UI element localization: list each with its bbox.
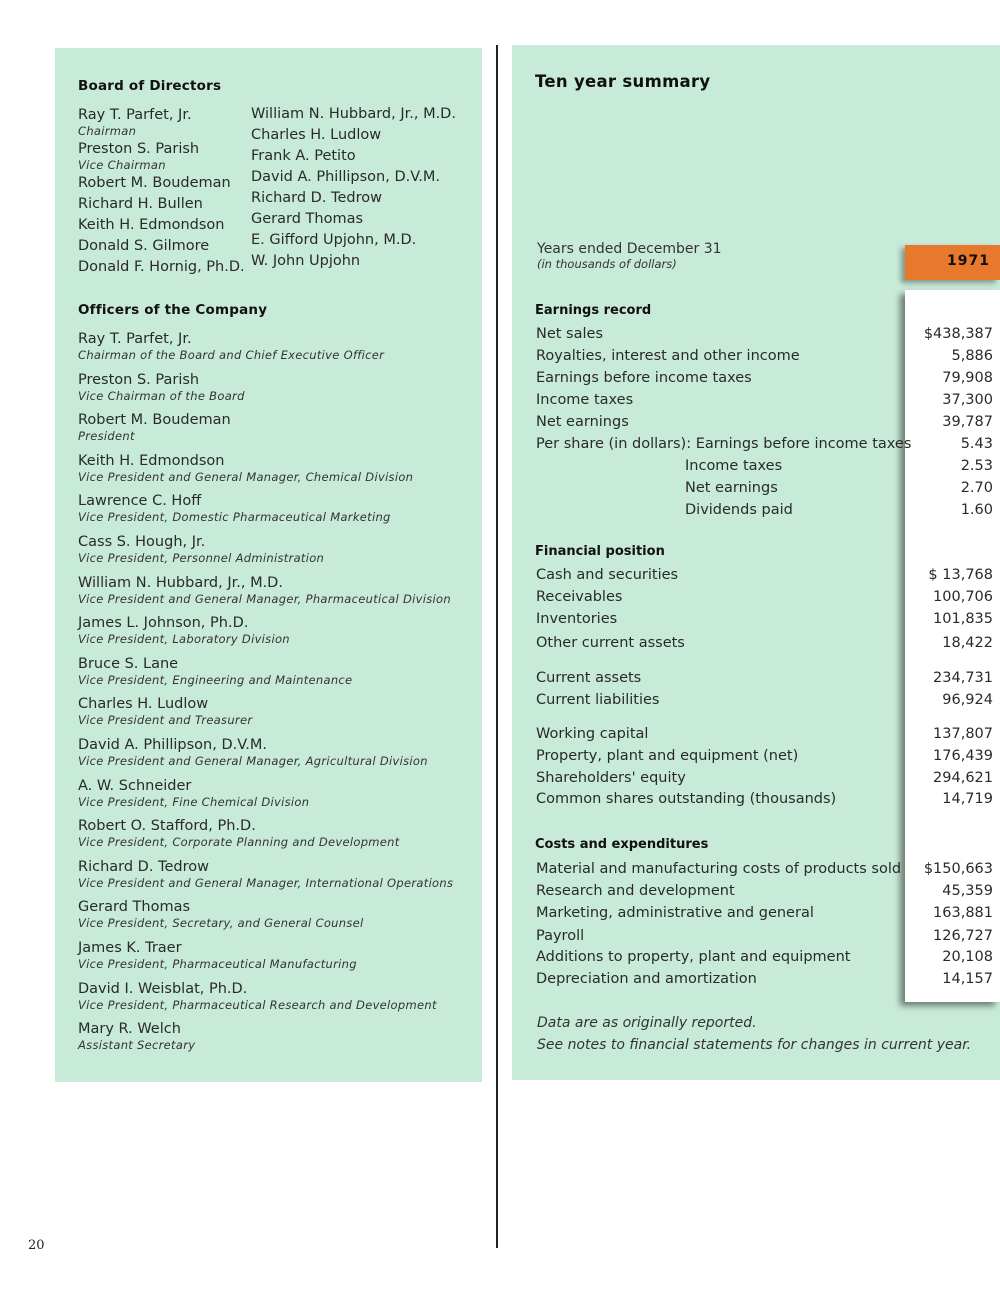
board-member [251,211,456,228]
board-member [251,232,456,249]
row-value: 137,807 [933,726,993,742]
officer [78,412,453,453]
member-name: Donald S. Gilmore [78,238,210,254]
officer-name: James L. Johnson, Ph.D. [78,615,249,632]
officer-title: President [78,429,135,444]
officer [78,331,453,372]
table-row [536,635,993,657]
years-label: Years ended December 31 [537,241,722,257]
row-value: 2.70 [960,480,993,496]
board-member [251,106,456,123]
officer-title: Vice President, Secretary, and General Counsel [78,916,364,931]
row-label: Other current assets [536,635,685,651]
table-row [536,414,993,436]
row-value: 5.43 [960,436,993,452]
row-label: Current liabilities [536,692,660,708]
officer-name: Bruce S. Lane [78,655,179,672]
section-heading: Costs and expenditures [535,837,709,852]
table-row [536,567,993,589]
row-value: 20,108 [942,949,993,965]
table-row [536,392,993,414]
member-name: Frank A. Petito [251,148,356,164]
member-name: Robert M. Boudeman [78,175,231,191]
board-column-1 [78,107,245,280]
officer-title: Vice President, Fine Chemical Division [78,794,310,809]
row-label: Research and development [536,883,735,899]
member-name: W. John Upjohn [251,253,361,269]
officer-name: Charles H. Ludlow [78,696,209,713]
row-label: Royalties, interest and other income [536,348,800,364]
row-value: 37,300 [942,392,993,408]
row-value: 126,727 [933,928,993,944]
officer-name: Lawrence C. Hoff [78,493,202,510]
row-label: Inventories [536,611,618,627]
row-label: Earnings before income taxes [536,370,752,386]
officer-name: James K. Traer [78,939,182,956]
officer-name: Keith H. Edmondson [78,452,225,469]
note: See notes to financial statements for changes in current year. [537,1037,972,1053]
table-row [536,436,993,458]
notes [537,1012,971,1056]
table-row [536,928,993,950]
officer [78,818,453,859]
table-row [536,692,993,714]
table-row [536,370,993,392]
row-label: Receivables [536,589,623,605]
officer-title: Vice President and General Manager, Chemical Division [78,469,414,484]
officer [78,778,453,819]
board-member [78,238,245,255]
board-member [251,253,456,270]
table-row [536,905,993,927]
member-name: Charles H. Ludlow [251,127,382,143]
row-label: Property, plant and equipment (net) [536,748,799,764]
row-value: $150,663 [923,861,993,877]
member-name: Keith H. Edmondson [78,217,225,233]
table-row [536,458,993,480]
row-value: 96,924 [942,692,993,708]
officer-title: Vice President and General Manager, International Operations [78,875,454,890]
board-member [251,127,456,144]
row-label: Common shares outstanding (thousands) [536,791,837,807]
officer-title: Vice President, Domestic Pharmaceutical Marketing [78,510,391,525]
row-value: 18,422 [942,635,993,651]
member-name: E. Gifford Upjohn, M.D. [251,232,417,248]
officer-title: Vice President, Engineering and Maintenance [78,672,353,687]
member-name: Preston S. Parish [78,141,200,157]
row-label: Depreciation and amortization [536,971,757,987]
row-label: Net earnings [685,480,778,496]
board-member [251,169,456,186]
table-row [536,670,993,692]
board-member [78,107,245,138]
member-name: Gerard Thomas [251,211,364,227]
row-label: Shareholders' equity [536,770,686,786]
row-value: 101,835 [933,611,993,627]
officer-name: Richard D. Tedrow [78,858,209,875]
row-label: Working capital [536,726,649,742]
row-label: Additions to property, plant and equipment [536,949,851,965]
board-member [78,141,245,172]
officer-title: Vice President and General Manager, Pharmaceutical Division [78,591,451,606]
row-label: Net earnings [536,414,629,430]
officer-title: Vice President, Pharmaceutical Research and Development [78,997,437,1012]
row-value: 176,439 [933,748,993,764]
section-heading: Earnings record [535,303,652,318]
officer-title: Vice President and Treasurer [78,713,253,728]
row-value: $438,387 [923,326,993,342]
row-value: 2.53 [960,458,993,474]
member-name: Richard H. Bullen [78,196,203,212]
row-label: Cash and securities [536,567,679,583]
member-name: Richard D. Tedrow [251,190,382,206]
officer-name: Robert M. Boudeman [78,412,231,429]
row-value: 14,719 [942,791,993,807]
officer [78,615,453,656]
officer [78,493,453,534]
officer-name: Robert O. Stafford, Ph.D. [78,818,256,835]
officer-name: Ray T. Parfet, Jr. [78,331,192,347]
years-caption [537,241,722,271]
officer-title: Vice President, Personnel Administration [78,550,325,565]
officer-name: Preston S. Parish [78,371,200,388]
officer [78,737,453,778]
row-label: Current assets [536,670,642,686]
officer-title: Chairman of the Board and Chief Executive Officer [78,348,385,362]
note: Data are as originally reported. [537,1015,757,1031]
row-label: Payroll [536,928,585,944]
row-value: 39,787 [942,414,993,430]
officer-name: William N. Hubbard, Jr., M.D. [78,574,283,591]
year-label: 1971 [947,253,990,269]
row-value: 79,908 [942,370,993,386]
officer-name: Gerard Thomas [78,899,191,916]
table-row [536,502,993,524]
table-row [536,480,993,502]
officer [78,981,453,1022]
table-row [536,770,993,792]
board-column-2 [251,106,456,274]
table-row [536,726,993,748]
officer [78,940,453,981]
row-value: 100,706 [933,589,993,605]
officer-name: A. W. Schneider [78,777,192,794]
board-member [78,217,245,234]
table-row [536,589,993,611]
board-member [251,148,456,165]
officers-heading: Officers of the Company [78,302,268,318]
page-number: 20 [28,1238,45,1253]
officer-name: Cass S. Hough, Jr. [78,533,206,550]
officer [78,1021,453,1062]
board-member [251,190,456,207]
officer [78,696,453,737]
member-name: David A. Phillipson, D.V.M. [251,169,440,185]
row-label: Income taxes [536,392,634,408]
officer-name: David A. Phillipson, D.V.M. [78,736,267,753]
member-name: William N. Hubbard, Jr., M.D. [251,106,456,122]
units-label: (in thousands of dollars) [537,257,677,271]
row-label: Income taxes [685,458,783,474]
officer-title: Vice Chairman of the Board [78,388,245,403]
table-row [536,971,993,993]
officer [78,899,453,940]
officer [78,534,453,575]
officer-title: Vice President, Corporate Planning and Development [78,835,400,850]
officer-name: Mary R. Welch [78,1021,181,1038]
row-label: Net sales [536,326,604,342]
page-divider [496,45,498,1248]
officer [78,656,453,697]
member-name: Ray T. Parfet, Jr. [78,107,192,123]
member-name: Donald F. Hornig, Ph.D. [78,259,245,275]
row-value: 163,881 [933,905,993,921]
row-label: Marketing, administrative and general [536,905,814,921]
table-row [536,791,993,813]
row-label: Dividends paid [685,502,793,518]
row-value: $ 13,768 [928,567,993,583]
board-member [78,196,245,213]
officer-title: Vice President and General Manager, Agricultural Division [78,753,428,768]
row-label: Material and manufacturing costs of products sold [536,861,902,877]
row-value: 45,359 [942,883,993,899]
table-row [536,861,993,883]
officers-list [78,331,453,1062]
table-row [536,326,993,348]
officer-title: Vice President, Laboratory Division [78,632,290,647]
member-role: Chairman [78,124,137,138]
member-role: Vice Chairman [78,158,166,172]
table-row [536,748,993,770]
row-value: 234,731 [933,670,993,686]
row-value: 1.60 [960,502,993,518]
section-heading: Financial position [535,544,665,559]
board-member [78,175,245,192]
row-value: 5,886 [951,348,993,364]
officer [78,453,453,494]
row-value: 14,157 [942,971,993,987]
table-row [536,611,993,633]
year-tab [905,245,1000,280]
table-row [536,949,993,971]
officer-title: Vice President, Pharmaceutical Manufacturing [78,956,357,971]
summary-title: Ten year summary [535,72,711,91]
board-member [78,259,245,276]
table-row [536,348,993,370]
table-row [536,883,993,905]
row-label: Per share (in dollars): Earnings before income taxes [536,436,912,452]
row-value: 294,621 [933,770,993,786]
officer [78,859,453,900]
officer-name: David I. Weisblat, Ph.D. [78,980,248,997]
officer [78,372,453,413]
officer [78,575,453,616]
officer-title: Assistant Secretary [78,1038,196,1053]
board-heading: Board of Directors [78,78,222,94]
